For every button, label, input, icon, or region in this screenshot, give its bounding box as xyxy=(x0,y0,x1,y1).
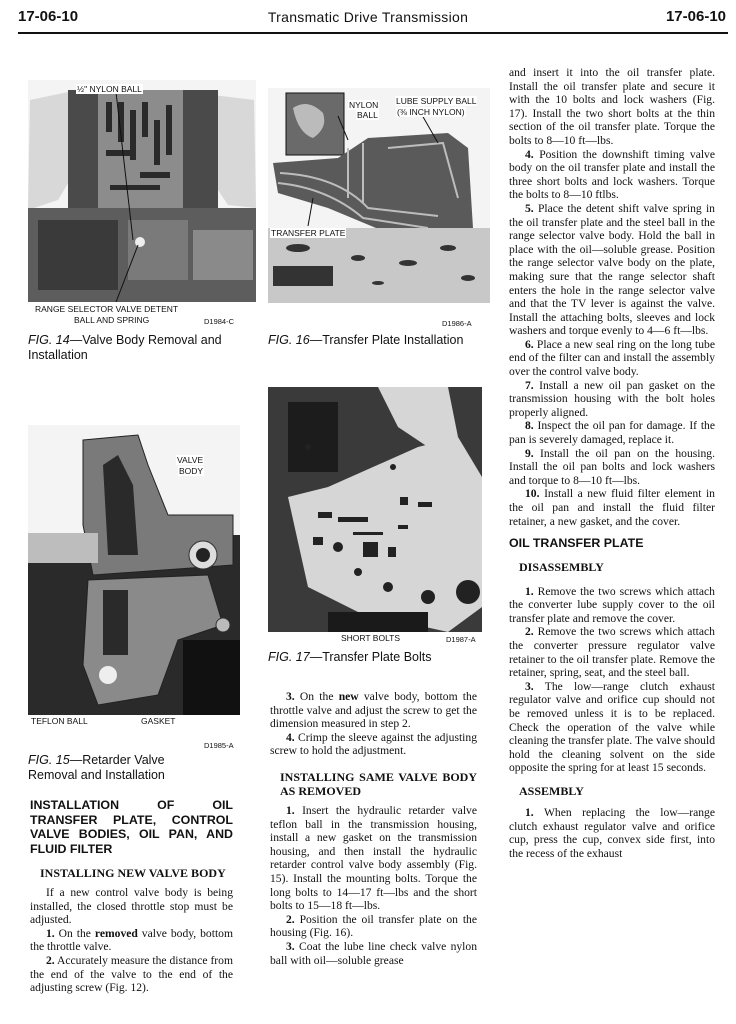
callout-gasket: GASKET xyxy=(141,716,176,726)
step-text: Place the detent shift valve spring in the oil transfer plate and the steel ball in the range selector valve body. Hold the ball in place with the oil—soluble grease. Position the range selector valve body on the plate, making sure that the range selector shaft enters the hole in the range selector valve and that the TV lever is against the valve. Install the attaching bolts, sleeves and lock washers and torque evenly to 4—6 ft—lbs. xyxy=(509,201,715,338)
step-number: 2. xyxy=(525,625,534,639)
step-number: 1. xyxy=(525,806,534,819)
figure-id: D1986-A xyxy=(442,319,472,328)
step-text: Place a new seal ring on the long tube end of the filter can and install the assembly over the control valve body. xyxy=(509,337,715,379)
step-text: Position the oil transfer plate on the housing (Fig. 16). xyxy=(270,912,477,940)
disassembly-step-3 xyxy=(509,680,715,775)
step-number: 3. xyxy=(286,939,295,953)
column-1-text xyxy=(30,798,233,995)
step-text: Install the oil pan on the housing. Install the oil pan bolts and lock washers and torque to 8—10 ft—lbs. xyxy=(509,446,715,487)
emphasis: new xyxy=(338,690,359,703)
callout-inch-nylon: (⅜ INCH NYLON) xyxy=(397,107,465,117)
step-2 xyxy=(30,954,233,995)
step-number: 3. xyxy=(525,679,534,693)
figure-17-caption xyxy=(268,650,488,665)
figure-15-caption xyxy=(28,753,203,783)
step-text: Position the downshift timing valve body on the oil transfer plate and install the three short bolts and lock washers. Torque the bolts to 8—10 ftlbs. xyxy=(509,147,716,202)
emphasis: removed xyxy=(94,926,138,940)
step-6 xyxy=(509,338,715,379)
step-number: 2. xyxy=(46,953,55,967)
retarder-valve-photo-illustration xyxy=(28,425,240,715)
figure-17-photo xyxy=(268,387,482,632)
figure-17 xyxy=(268,387,498,672)
assembly-step-1 xyxy=(509,806,715,860)
continuation-paragraph: and insert it into the oil transfer plate. Install the oil transfer plate and secure it with the 10 bolts and lock washers (Fig. 17). Install the two short bolts at the thin section of the oil transfer plate. Torque the bolts to 8—10 ft—lbs. xyxy=(509,66,715,147)
figure-label: FIG. 15 xyxy=(28,753,70,767)
figure-16-caption xyxy=(268,333,468,348)
figure-16 xyxy=(268,88,498,368)
figure-label: FIG. 16 xyxy=(268,333,310,347)
caption-text: —Valve Body Removal and Installation xyxy=(28,333,222,362)
figure-14-caption xyxy=(28,333,243,363)
callout-ball: BALL xyxy=(357,110,378,120)
callout-nylon-ball: ½" NYLON BALL xyxy=(77,84,142,94)
step-1 xyxy=(30,927,233,954)
figure-14-photo xyxy=(28,80,256,302)
valve-body-photo-illustration xyxy=(28,80,256,302)
step-text: Coat the lube line check valve nylon ball with oil—soluble grease xyxy=(270,939,478,967)
step-1 xyxy=(270,804,477,913)
figure-id: D1984-C xyxy=(204,317,235,326)
caption-text: —Transfer Plate Bolts xyxy=(309,650,432,664)
step-2 xyxy=(270,913,477,940)
step-text: valve body, bottom the throttle valve. xyxy=(30,926,233,954)
step-number: 7. xyxy=(525,378,534,392)
step-text: Install a new fluid filter element in the oil pan and install the fluid filter retainer, a new gasket, and the cover. xyxy=(509,487,715,528)
step-3 xyxy=(270,690,477,731)
step-text: Accurately measure the distance from the end of the valve to the end of the adjusting screw (Fig. 12). xyxy=(30,953,233,995)
page-header xyxy=(0,0,736,32)
page-number-left: 17-06-10 xyxy=(18,8,79,25)
subheading-disassembly: DISASSEMBLY xyxy=(519,559,604,574)
step-text: On the xyxy=(58,926,95,940)
intro-paragraph: If a new control valve body is being installed, the closed throttle stop must be adjusted. xyxy=(30,886,233,927)
step-10 xyxy=(509,487,715,528)
figure-15-photo xyxy=(28,425,240,715)
page-number-right: 17-06-10 xyxy=(665,8,726,25)
callout-teflon-ball: TEFLON BALL xyxy=(31,716,88,726)
step-text: Crimp the sleeve against the adjusting screw to hold the adjustment. xyxy=(270,730,477,758)
callout-lube-supply-ball: LUBE SUPPLY BALL xyxy=(396,96,477,106)
step-text: The low—range clutch exhaust regulator valve and orifice cup should not be removed unless it is to be replaced. Check the operation of the valve while cleaning the transfer plate. The valve should hold the cleaning solvent on the side opposite the spring for at least 15 seconds. xyxy=(509,679,715,775)
callout-valve: VALVE xyxy=(177,455,204,465)
step-text: Install a new oil pan gasket on the transmission housing with the bolt holes properly aligned. xyxy=(509,378,715,419)
figure-label: FIG. 14 xyxy=(28,333,70,347)
callout-ball-and-spring: BALL AND SPRING xyxy=(74,315,150,325)
caption-text: —Retarder Valve Removal and Installation xyxy=(28,753,165,782)
step-number: 3. xyxy=(286,690,295,703)
callout-short-bolts: SHORT BOLTS xyxy=(341,633,401,643)
figure-14 xyxy=(28,80,258,370)
step-number: 10. xyxy=(525,487,540,501)
figure-label: FIG. 17 xyxy=(268,650,310,664)
header-rule xyxy=(18,32,728,34)
callout-transfer-plate: TRANSFER PLATE xyxy=(271,228,346,238)
callout-body: BODY xyxy=(179,466,204,476)
callout-range-selector: RANGE SELECTOR VALVE DETENT xyxy=(35,304,179,314)
step-number: 1. xyxy=(286,803,295,817)
step-4 xyxy=(509,148,715,202)
step-text: Remove the two screws which attach the converter pressure regulator valve retainer to the oil transfer plate. Remove the retainer, spring, seat, and the steel ball. xyxy=(509,625,715,680)
callout-nylon: NYLON xyxy=(349,100,379,110)
caption-text: —Transfer Plate Installation xyxy=(309,333,464,347)
step-number: 4. xyxy=(525,147,534,161)
step-5 xyxy=(509,202,715,338)
step-9 xyxy=(509,447,715,488)
subheading-installing-same-valve-body: INSTALLING SAME VALVE BODY AS REMOVED xyxy=(280,769,477,798)
step-number: 2. xyxy=(286,912,295,926)
subheading-assembly: ASSEMBLY xyxy=(519,784,584,798)
figure-id: D1987-A xyxy=(446,635,476,644)
step-text: valve body, bottom the throttle valve and adjust the screw to get the dimension measured in step 2. xyxy=(270,690,477,731)
figure-15 xyxy=(28,425,258,785)
step-3 xyxy=(270,940,477,967)
transfer-plate-bolts-photo-illustration xyxy=(268,387,482,632)
step-text: On the xyxy=(299,690,339,703)
disassembly-step-1 xyxy=(509,585,715,626)
transfer-plate-photo-illustration xyxy=(268,88,490,303)
step-text: Inspect the oil pan for damage. If the pan is severely damaged, replace it. xyxy=(509,419,715,447)
step-number: 4. xyxy=(286,730,295,744)
section-heading-installation: INSTALLATION OF OIL TRANSFER PLATE, CONTROL VALVE BODIES, OIL PAN, AND FLUID FILTER xyxy=(30,798,233,856)
disassembly-step-2 xyxy=(509,625,715,679)
step-4 xyxy=(270,731,477,758)
step-number: 9. xyxy=(525,446,534,460)
step-number: 1. xyxy=(525,584,534,598)
section-heading-oil-transfer-plate: OIL TRANSFER PLATE xyxy=(509,536,644,551)
step-8 xyxy=(509,419,715,446)
column-3-text xyxy=(509,66,715,860)
step-number: 8. xyxy=(525,419,534,433)
step-number: 6. xyxy=(525,337,534,351)
figure-16-photo xyxy=(268,88,490,303)
step-7 xyxy=(509,379,715,420)
running-title: Transmatic Drive Transmission xyxy=(267,9,469,25)
figure-id: D1985-A xyxy=(204,741,234,750)
subheading-installing-new-valve-body: INSTALLING NEW VALVE BODY xyxy=(40,866,226,880)
step-text: When replacing the low—range clutch exhaust regulator valve and orifice cup, press the cup, convex side first, into the recess of the exhaust xyxy=(509,806,715,860)
step-number: 1. xyxy=(46,926,55,940)
step-number: 5. xyxy=(525,201,534,215)
step-text: Insert the hydraulic retarder valve teflon ball in the transmission housing, install a new gasket on the transmission housing, and then install the hydraulic retarder control valve body assembly (Fig. 15). Install the mounting bolts. Torque the long bolts to 14—17 ft—lbs and the short bolts to 15—18 ft—lbs. xyxy=(270,803,477,913)
column-2-text xyxy=(270,690,477,967)
step-text: Remove the two screws which attach the converter lube supply cover to the oil transfer plate and remove the cover. xyxy=(509,584,715,625)
